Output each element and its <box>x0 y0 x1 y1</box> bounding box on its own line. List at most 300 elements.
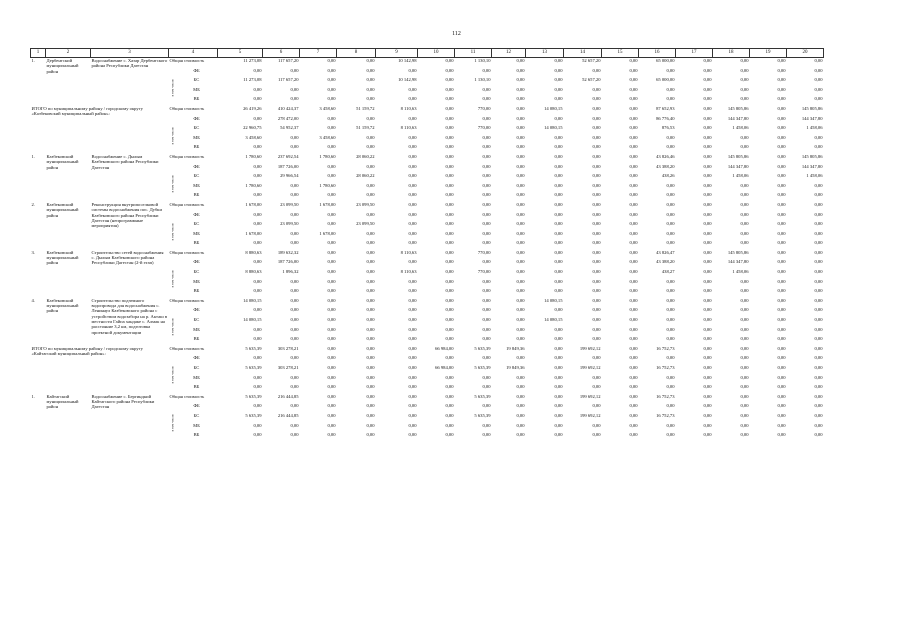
value-cell: 0,00 <box>629 259 638 265</box>
value-cell: 0,00 <box>516 374 525 380</box>
value-cell: 0,00 <box>814 355 823 361</box>
value-cell: 1 458,06 <box>806 125 823 131</box>
value-cell: 0,00 <box>516 403 525 409</box>
value-cell: 0,00 <box>408 412 417 418</box>
value-cell: 0,00 <box>777 182 786 188</box>
value-cell: 876,53 <box>661 125 675 131</box>
value-cell: 0,00 <box>777 317 786 323</box>
value-cell: 0,00 <box>445 77 454 83</box>
value-cell: 0,00 <box>777 365 786 370</box>
value-cell: 0,00 <box>703 422 712 428</box>
value-cell: 0,00 <box>592 355 601 361</box>
value-cell: 16 752,73 <box>656 345 675 351</box>
value-cell: 0,00 <box>445 86 454 92</box>
value-cell: 0,00 <box>777 201 786 207</box>
value-cell: 0,00 <box>703 134 712 140</box>
value-cell: 117 657,20 <box>277 77 299 83</box>
header-cell: 7 <box>300 49 337 58</box>
value-cell: 0,00 <box>408 259 417 265</box>
value-cell: 0,00 <box>592 144 601 150</box>
value-cell: 0,00 <box>666 192 675 198</box>
value-cell: 0,00 <box>703 125 712 131</box>
value-cell: 0,00 <box>777 221 786 227</box>
value-cell: 0,00 <box>516 134 525 140</box>
value-cell: 144 347,80 <box>727 259 749 265</box>
funding-source: ФБ <box>193 211 200 217</box>
value-cell: 0,00 <box>703 384 712 390</box>
value-cell: 8 110,63 <box>400 249 417 255</box>
value-cell: 0,00 <box>366 374 375 380</box>
value-cell: 0,00 <box>482 317 491 323</box>
value-cell: 0,00 <box>629 278 638 284</box>
value-cell: 0,00 <box>554 355 563 361</box>
value-cell: 0,00 <box>629 345 638 351</box>
value-cell: 0,00 <box>554 374 563 380</box>
value-cell: 0,00 <box>327 259 336 265</box>
value-cell: 0,00 <box>482 134 491 140</box>
value-cell: 43 826,46 <box>656 153 675 159</box>
cost-type-label: Общая стоимость <box>169 58 205 63</box>
value-cell: 0,00 <box>445 278 454 284</box>
value-cell: 0,00 <box>592 230 601 236</box>
value-cell: 0,00 <box>445 317 454 323</box>
value-cell: 86 776,40 <box>656 115 675 121</box>
funding-source: ФБ <box>193 163 200 169</box>
value-cell: 0,00 <box>629 412 638 418</box>
value-cell: 0,00 <box>482 67 491 73</box>
value-cell: 0,00 <box>740 58 749 63</box>
value-cell: 0,00 <box>290 422 299 428</box>
funding-source: МБ <box>193 326 200 332</box>
value-cell: 0,00 <box>666 432 675 438</box>
value-cell: 0,00 <box>592 317 601 323</box>
value-cell: 0,00 <box>592 134 601 140</box>
cost-type-label: Общая стоимость <box>169 393 205 399</box>
value-cell: 145 805,86 <box>727 153 749 159</box>
value-cell: 0,00 <box>327 86 336 92</box>
cost-type-label: Общая стоимость <box>169 105 205 111</box>
value-cell: 0,00 <box>366 422 375 428</box>
value-cell: 0,00 <box>445 211 454 217</box>
value-cell: 0,00 <box>327 355 336 361</box>
value-cell: 0,00 <box>777 240 786 246</box>
value-cell: 0,00 <box>703 259 712 265</box>
value-cell: 0,00 <box>366 432 375 438</box>
funding-source: ФБ <box>193 403 200 409</box>
funding-source: МБ <box>193 278 200 284</box>
value-cell: 0,00 <box>666 422 675 428</box>
value-cell: 0,00 <box>814 259 823 265</box>
value-cell: 0,00 <box>592 153 601 159</box>
value-cell: 0,00 <box>740 384 749 390</box>
value-cell: 0,00 <box>408 173 417 179</box>
value-cell: 0,00 <box>366 58 375 63</box>
value-cell: 0,00 <box>814 374 823 380</box>
value-cell: 0,00 <box>482 144 491 150</box>
value-cell: 0,00 <box>629 67 638 73</box>
value-cell: 3 458,60 <box>245 134 262 140</box>
value-cell: 0,00 <box>408 403 417 409</box>
value-cell: 0,00 <box>740 374 749 380</box>
value-cell: 0,00 <box>445 192 454 198</box>
value-cell: 0,00 <box>327 240 336 246</box>
value-cell: 0,00 <box>445 96 454 102</box>
value-cell: 0,00 <box>408 67 417 73</box>
value-cell: 0,00 <box>554 153 563 159</box>
value-cell: 0,00 <box>814 192 823 198</box>
value-cell: 0,00 <box>814 412 823 418</box>
value-cell: 0,00 <box>592 326 601 332</box>
value-cell: 0,00 <box>445 105 454 111</box>
value-cell: 0,00 <box>445 297 454 303</box>
value-cell: 187 726,00 <box>277 163 299 169</box>
value-cell: 0,00 <box>592 432 601 438</box>
value-cell: 0,00 <box>740 192 749 198</box>
value-cell: 0,00 <box>554 422 563 428</box>
value-cell: 144 347,80 <box>727 115 749 121</box>
value-cell: 0,00 <box>554 77 563 83</box>
value-cell: 0,00 <box>554 403 563 409</box>
value-cell: 0,00 <box>516 192 525 198</box>
value-cell: 0,00 <box>740 288 749 294</box>
value-cell: 0,00 <box>592 115 601 121</box>
value-cell: 0,00 <box>554 67 563 73</box>
value-cell: 0,00 <box>408 336 417 342</box>
value-cell: 0,00 <box>777 96 786 102</box>
value-cell: 0,00 <box>740 422 749 428</box>
value-cell: 0,00 <box>253 326 262 332</box>
value-cell: 0,00 <box>253 96 262 102</box>
value-cell: 0,00 <box>408 96 417 102</box>
value-cell: 5 635,39 <box>245 365 262 370</box>
value-cell: 0,00 <box>482 201 491 207</box>
value-cell: 0,00 <box>327 96 336 102</box>
value-cell: 0,00 <box>703 230 712 236</box>
value-cell: 0,00 <box>290 374 299 380</box>
value-cell: 770,00 <box>477 269 491 275</box>
total-label: ИТОГО по муниципальному району / городскому округу «Казбековский муниципальный район»: <box>31 105 143 117</box>
value-cell: 8 110,63 <box>400 105 417 111</box>
value-cell: 0,00 <box>516 355 525 361</box>
value-cell: 0,00 <box>408 163 417 169</box>
value-cell: 0,00 <box>814 230 823 236</box>
municipality-name: Казбековский муниципальный район <box>46 249 79 266</box>
value-cell: 770,00 <box>477 125 491 131</box>
funding-source: ФБ <box>193 67 200 73</box>
value-cell: 0,00 <box>814 365 823 370</box>
value-cell: 145 805,86 <box>727 105 749 111</box>
header-cell: 14 <box>564 49 602 58</box>
value-cell: 0,00 <box>554 307 563 313</box>
value-cell: 0,00 <box>814 86 823 92</box>
value-cell: 0,00 <box>592 96 601 102</box>
value-cell: 0,00 <box>777 105 786 111</box>
value-cell: 0,00 <box>290 432 299 438</box>
value-cell: 0,00 <box>629 163 638 169</box>
value-cell: 0,00 <box>777 278 786 284</box>
value-cell: 0,00 <box>554 384 563 390</box>
funding-source: БС <box>193 412 200 418</box>
funding-source: ВБ <box>193 144 200 150</box>
value-cell: 0,00 <box>327 278 336 284</box>
value-cell: 0,00 <box>445 201 454 207</box>
value-cell: 26 419,26 <box>243 105 262 111</box>
value-cell: 0,00 <box>703 403 712 409</box>
value-cell: 0,00 <box>777 432 786 438</box>
funding-source: ФБ <box>193 115 200 121</box>
value-cell: 0,00 <box>703 374 712 380</box>
value-cell: 0,00 <box>516 317 525 323</box>
value-cell: 0,00 <box>516 384 525 390</box>
value-cell: 0,00 <box>516 173 525 179</box>
header-cell: 4 <box>169 49 218 58</box>
value-cell: 0,00 <box>445 307 454 313</box>
value-cell: 0,00 <box>327 412 336 418</box>
value-cell: 0,00 <box>366 412 375 418</box>
funding-source: ФБ <box>193 259 200 265</box>
value-cell: 0,00 <box>629 288 638 294</box>
value-cell: 0,00 <box>740 96 749 102</box>
value-cell: 0,00 <box>482 297 491 303</box>
value-cell: 0,00 <box>740 336 749 342</box>
table-row <box>31 298 824 308</box>
value-cell: 0,00 <box>408 182 417 188</box>
row-number: 2. <box>31 201 35 207</box>
header-cell: 17 <box>676 49 713 58</box>
value-cell: 1 458,06 <box>732 125 749 131</box>
value-cell: 0,00 <box>554 182 563 188</box>
value-cell: 0,00 <box>290 240 299 246</box>
value-cell: 22 960,75 <box>243 125 262 131</box>
header-cell: 16 <box>639 49 676 58</box>
table-row <box>31 106 824 116</box>
value-cell: 1 130,10 <box>474 58 491 63</box>
value-cell: 0,00 <box>740 240 749 246</box>
in-that-number-label: в том числе: <box>170 365 174 384</box>
value-cell: 144 347,80 <box>801 163 823 169</box>
value-cell: 5 635,39 <box>474 365 491 370</box>
value-cell: 0,00 <box>253 288 262 294</box>
value-cell: 0,00 <box>366 96 375 102</box>
value-cell: 0,00 <box>703 345 712 351</box>
value-cell: 0,00 <box>592 173 601 179</box>
value-cell: 0,00 <box>777 115 786 121</box>
value-cell: 216 444,85 <box>277 412 299 418</box>
value-cell: 0,00 <box>554 269 563 275</box>
value-cell: 0,00 <box>408 240 417 246</box>
value-cell: 0,00 <box>482 403 491 409</box>
value-cell: 0,00 <box>253 211 262 217</box>
value-cell: 0,00 <box>703 412 712 418</box>
value-cell: 0,00 <box>253 374 262 380</box>
value-cell: 0,00 <box>482 307 491 313</box>
value-cell: 0,00 <box>554 144 563 150</box>
value-cell: 0,00 <box>554 163 563 169</box>
value-cell: 0,00 <box>814 393 823 399</box>
value-cell: 0,00 <box>482 163 491 169</box>
value-cell: 187 726,00 <box>277 259 299 265</box>
row-number: 3. <box>31 249 35 255</box>
funding-source: ФБ <box>193 355 200 361</box>
value-cell: 0,00 <box>592 297 601 303</box>
in-that-number-label: в том числе: <box>170 221 174 240</box>
value-cell: 0,00 <box>777 249 786 255</box>
value-cell: 0,00 <box>408 307 417 313</box>
value-cell: 0,00 <box>814 297 823 303</box>
value-cell: 0,00 <box>629 201 638 207</box>
funding-source: БС <box>193 317 200 323</box>
value-cell: 0,00 <box>408 393 417 399</box>
value-cell: 0,00 <box>592 86 601 92</box>
value-cell: 0,00 <box>777 374 786 380</box>
value-cell: 0,00 <box>592 336 601 342</box>
value-cell: 0,00 <box>482 374 491 380</box>
value-cell: 0,00 <box>408 345 417 351</box>
value-cell: 0,00 <box>666 384 675 390</box>
value-cell: 3 458,60 <box>319 105 336 111</box>
value-cell: 0,00 <box>814 403 823 409</box>
value-cell: 5 635,39 <box>245 393 262 399</box>
value-cell: 0,00 <box>629 86 638 92</box>
value-cell: 0,00 <box>592 211 601 217</box>
value-cell: 0,00 <box>777 297 786 303</box>
value-cell: 0,00 <box>253 307 262 313</box>
value-cell: 0,00 <box>777 58 786 63</box>
value-cell: 0,00 <box>290 278 299 284</box>
value-cell: 0,00 <box>253 403 262 409</box>
value-cell: 145 805,86 <box>801 153 823 159</box>
value-cell: 0,00 <box>408 422 417 428</box>
value-cell: 0,00 <box>629 192 638 198</box>
funding-source: ВБ <box>193 384 200 390</box>
value-cell: 0,00 <box>482 278 491 284</box>
value-cell: 43 826,47 <box>656 249 675 255</box>
value-cell: 0,00 <box>554 412 563 418</box>
row-number: 4. <box>31 297 35 303</box>
value-cell: 0,00 <box>554 221 563 227</box>
value-cell: 0,00 <box>629 125 638 131</box>
value-cell: 0,00 <box>408 288 417 294</box>
value-cell: 0,00 <box>629 144 638 150</box>
value-cell: 0,00 <box>366 393 375 399</box>
in-that-number-label: в том числе: <box>170 413 174 432</box>
value-cell: 0,00 <box>703 221 712 227</box>
value-cell: 0,00 <box>592 269 601 275</box>
value-cell: 278 472,00 <box>277 115 299 121</box>
funding-source: ФБ <box>193 307 200 313</box>
value-cell: 0,00 <box>327 365 336 370</box>
value-cell: 0,00 <box>629 269 638 275</box>
value-cell: 0,00 <box>703 67 712 73</box>
value-cell: 1 678,00 <box>245 201 262 207</box>
value-cell: 0,00 <box>554 115 563 121</box>
value-cell: 14 080,15 <box>243 297 262 303</box>
header-cell: 18 <box>713 49 750 58</box>
value-cell: 0,00 <box>629 355 638 361</box>
value-cell: 0,00 <box>516 105 525 111</box>
value-cell: 0,00 <box>482 259 491 265</box>
funding-source: ВБ <box>193 288 200 294</box>
value-cell: 11 273,08 <box>243 58 262 63</box>
value-cell: 52 657,20 <box>582 58 601 63</box>
page-number: 112 <box>452 31 461 37</box>
value-cell: 0,00 <box>366 384 375 390</box>
value-cell: 0,00 <box>740 412 749 418</box>
value-cell: 199 692,12 <box>579 412 601 418</box>
value-cell: 0,00 <box>554 278 563 284</box>
value-cell: 0,00 <box>777 412 786 418</box>
value-cell: 0,00 <box>666 86 675 92</box>
value-cell: 0,00 <box>814 134 823 140</box>
value-cell: 0,00 <box>703 105 712 111</box>
value-cell: 0,00 <box>629 336 638 342</box>
value-cell: 0,00 <box>366 240 375 246</box>
value-cell: 0,00 <box>327 403 336 409</box>
value-cell: 10 142,98 <box>398 58 417 63</box>
value-cell: 0,00 <box>629 365 638 370</box>
value-cell: 0,00 <box>482 192 491 198</box>
value-cell: 0,00 <box>327 125 336 131</box>
header-cell: 1 <box>31 49 46 58</box>
value-cell: 0,00 <box>814 144 823 150</box>
value-cell: 0,00 <box>516 393 525 399</box>
value-cell: 0,00 <box>482 422 491 428</box>
value-cell: 0,00 <box>290 86 299 92</box>
value-cell: 0,00 <box>327 297 336 303</box>
value-cell: 0,00 <box>408 211 417 217</box>
value-cell: 0,00 <box>554 96 563 102</box>
value-cell: 237 692,54 <box>277 153 299 159</box>
value-cell: 0,00 <box>777 163 786 169</box>
header-cell: 19 <box>750 49 787 58</box>
value-cell: 0,00 <box>253 144 262 150</box>
value-cell: 0,00 <box>290 307 299 313</box>
value-cell: 0,00 <box>516 278 525 284</box>
in-that-number-label: в том числе: <box>170 173 174 192</box>
value-cell: 0,00 <box>366 278 375 284</box>
value-cell: 199 692,12 <box>579 345 601 351</box>
value-cell: 0,00 <box>253 240 262 246</box>
value-cell: 0,00 <box>482 211 491 217</box>
value-cell: 0,00 <box>327 317 336 323</box>
value-cell: 65 000,00 <box>656 77 675 83</box>
value-cell: 0,00 <box>445 163 454 169</box>
value-cell: 0,00 <box>629 58 638 63</box>
value-cell: 8 110,63 <box>400 269 417 275</box>
value-cell: 0,00 <box>777 269 786 275</box>
value-cell: 0,00 <box>366 211 375 217</box>
value-cell: 0,00 <box>408 365 417 370</box>
value-cell: 0,00 <box>445 134 454 140</box>
value-cell: 1 678,00 <box>319 230 336 236</box>
value-cell: 0,00 <box>703 192 712 198</box>
value-cell: 0,00 <box>814 269 823 275</box>
value-cell: 0,00 <box>554 432 563 438</box>
value-cell: 0,00 <box>554 393 563 399</box>
value-cell: 0,00 <box>666 288 675 294</box>
value-cell: 0,00 <box>408 115 417 121</box>
value-cell: 189 632,32 <box>277 249 299 255</box>
value-cell: 16 752,73 <box>656 365 675 370</box>
value-cell: 0,00 <box>703 182 712 188</box>
value-cell: 0,00 <box>666 67 675 73</box>
value-cell: 0,00 <box>408 317 417 323</box>
value-cell: 0,00 <box>740 355 749 361</box>
value-cell: 0,00 <box>814 221 823 227</box>
value-cell: 0,00 <box>592 384 601 390</box>
value-cell: 65 000,00 <box>656 58 675 63</box>
value-cell: 0,00 <box>327 144 336 150</box>
